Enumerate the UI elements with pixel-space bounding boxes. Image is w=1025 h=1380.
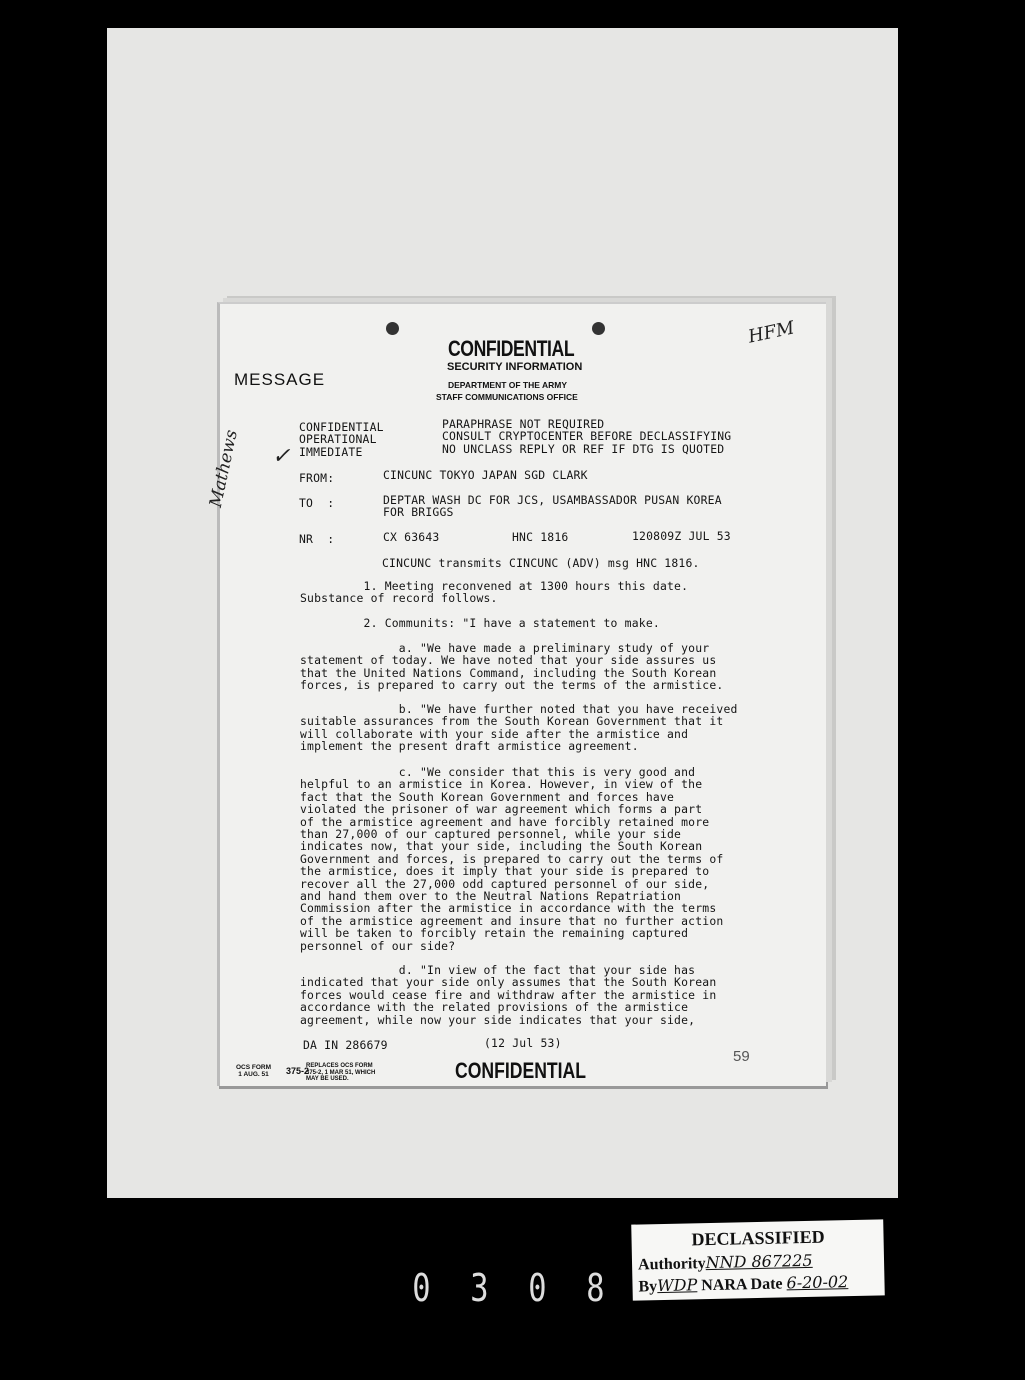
form-number: 375-2 bbox=[286, 1066, 310, 1076]
handwritten-initials: HFM bbox=[746, 317, 797, 348]
stamp-by-date: ByWDP NARA Date 6-20-02 bbox=[638, 1272, 849, 1296]
header-department: DEPARTMENT OF THE ARMY bbox=[448, 380, 567, 390]
to-value: DEPTAR WASH DC FOR JCS, USAMBASSADOR PUSAN KOREA FOR BRIGGS bbox=[383, 493, 722, 520]
frame-digit: 8 bbox=[586, 1266, 605, 1310]
hnc-number: HNC 1816 bbox=[512, 530, 569, 544]
da-in-number: DA IN 286679 bbox=[303, 1038, 388, 1052]
declassified-stamp bbox=[631, 1219, 885, 1300]
stamp-authority: AuthorityNND 867225 bbox=[637, 1250, 813, 1274]
from-label: FROM: bbox=[299, 471, 335, 485]
paragraph-2: 2. Communits: "I have a statement to make. bbox=[300, 616, 660, 630]
routing-left: CONFIDENTIAL OPERATIONAL IMMEDIATE bbox=[299, 420, 384, 459]
paragraph-d: d. "In view of the fact that your side has indicated that your side only assumes that the South Korean forces would cease fire and withdraw after the armistice in accordance with the related provisions of the armistice agreement, while now your side indicates that your side, bbox=[300, 963, 717, 1027]
header-security: SECURITY INFORMATION bbox=[447, 361, 583, 373]
checkmark-icon: ✓ bbox=[272, 444, 291, 469]
frame-digit: 0 bbox=[412, 1266, 431, 1310]
punch-hole-left bbox=[386, 322, 399, 335]
paragraph-1: 1. Meeting reconvened at 1300 hours this date. Substance of record follows. bbox=[300, 579, 689, 606]
frame-digit: 3 bbox=[470, 1266, 489, 1310]
header-office: STAFF COMMUNICATIONS OFFICE bbox=[436, 392, 578, 402]
margin-handwriting: Mathews bbox=[206, 428, 242, 510]
stamp-title: DECLASSIFIED bbox=[691, 1226, 825, 1250]
routing-right: PARAPHRASE NOT REQUIRED CONSULT CRYPTOCENTER BEFORE DECLASSIFYING NO UNCLASS REPLY OR REF IF DTG IS QUOTED bbox=[442, 417, 732, 456]
form-title: MESSAGE bbox=[234, 370, 326, 389]
nr-label: NR : bbox=[299, 532, 335, 546]
message-date: (12 Jul 53) bbox=[484, 1036, 562, 1050]
nr-value: CX 63643 bbox=[383, 530, 440, 544]
header-classification: CONFIDENTIAL bbox=[448, 336, 575, 361]
punch-hole-right bbox=[592, 322, 605, 335]
form-replaces: REPLACES OCS FORM 375-2, 1 MAR 51, WHICH MAY BE USED. bbox=[306, 1063, 376, 1082]
footer-classification: CONFIDENTIAL bbox=[455, 1058, 587, 1083]
page-number: 59 bbox=[733, 1048, 750, 1065]
paragraph-b: b. "We have further noted that you have received suitable assurances from the South Korean Government that it will collaborate with your side after the armistice and implement the present draft armistice agreement. bbox=[300, 702, 738, 754]
paragraph-c: c. "We consider that this is very good and helpful to an armistice in Korea. However, in view of the fact that the South Korean Government and forces have violated the prisoner of war agreement which forms a part of the armistice agreement and have forcibly retained more than 27,000 of our captured personnel, while your side indicates now, that your side, including the South Korean Government and forces, is prepared to carry out the terms of the armistice, does it imply that your side is prepared to recover all the 27,000 odd captured personnel of our side, and hand them over to the Neutral Nations Repatriation Commission after the armistice in accordance with the terms of the armistice agreement and insure that no further action will be taken to forcibly retain the remaining captured personnel of our side? bbox=[300, 765, 724, 953]
form-label: OCS FORM 1 AUG. 51 bbox=[236, 1064, 272, 1078]
to-label: TO : bbox=[299, 496, 335, 510]
intro-line: CINCUNC transmits CINCUNC (ADV) msg HNC 1816. bbox=[382, 556, 700, 570]
paragraph-a: a. "We have made a preliminary study of your statement of today. We have noted that your side assures us that the United Nations Command, including the South Korean forces, is prepared to carry out the terms of the armistice. bbox=[300, 641, 724, 693]
from-value: CINCUNC TOKYO JAPAN SGD CLARK bbox=[383, 468, 588, 482]
dtg: 120809Z JUL 53 bbox=[632, 529, 731, 543]
frame-digit: 0 bbox=[528, 1266, 547, 1310]
